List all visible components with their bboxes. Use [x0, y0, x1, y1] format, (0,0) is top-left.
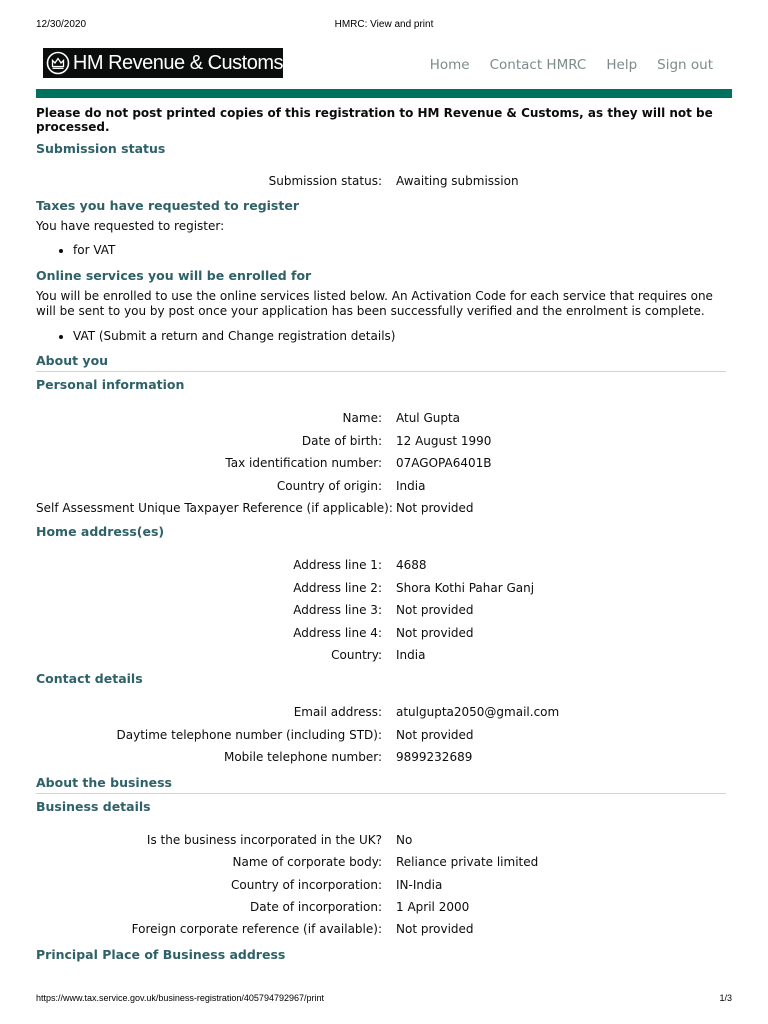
field-label: Tax identification number: — [225, 456, 382, 471]
print-url: https://www.tax.service.gov.uk/business-registration/405794792967/print — [36, 993, 324, 1003]
contact-details-table — [36, 701, 726, 768]
field-label: Address line 1: — [293, 558, 382, 573]
field-label: Country of incorporation: — [231, 877, 382, 892]
about-business-heading: About the business — [36, 775, 726, 794]
field-value: 4688 — [396, 558, 427, 573]
personal-information-table — [36, 407, 726, 519]
field-label: Date of birth: — [301, 433, 382, 448]
field-label: Daytime telephone number (including STD): — [116, 727, 382, 742]
field-value: Shora Kothi Pahar Ganj — [396, 580, 535, 595]
field-value: Atul Gupta — [396, 411, 461, 426]
field-value: India — [396, 648, 426, 663]
print-date: 12/30/2020 — [36, 19, 87, 30]
nav-help-link[interactable]: Help — [606, 57, 638, 73]
field-label: Address line 3: — [293, 603, 382, 618]
field-value: Not provided — [396, 603, 474, 618]
nav-home-link[interactable]: Home — [429, 57, 470, 73]
field-label: Submission status: — [268, 174, 382, 188]
field-value: atulgupta2050@gmail.com — [396, 705, 560, 720]
field-value: Not provided — [396, 727, 474, 742]
print-warning: Please do not post printed copies of this registration to HM Revenue & Customs, as they will not be processed. — [36, 106, 713, 134]
field-value: Not provided — [396, 501, 474, 516]
print-page-number: 1/3 — [719, 993, 732, 1003]
field-label: Address line 2: — [293, 580, 382, 595]
field-value: IN-India — [396, 877, 443, 892]
online-services-list — [36, 329, 726, 344]
field-value: Reliance private limited — [396, 855, 539, 870]
submission-status-table — [36, 170, 726, 192]
list-item: • for VAT — [73, 243, 726, 258]
field-value: 07AGOPA6401B — [396, 456, 492, 471]
field-value: Not provided — [396, 625, 474, 640]
field-label: Country: — [331, 648, 382, 663]
field-value: 12 August 1990 — [396, 433, 492, 448]
about-you-heading: About you — [36, 353, 726, 372]
field-label: Mobile telephone number: — [223, 750, 382, 765]
print-title: HMRC: View and print — [334, 19, 434, 30]
taxes-heading: Taxes you have requested to register — [36, 198, 299, 214]
logo-text: HM Revenue & Customs — [72, 51, 283, 74]
taxes-intro: You have requested to register: — [36, 219, 225, 234]
nav-signout-link[interactable]: Sign out — [657, 57, 713, 73]
field-label: Address line 4: — [293, 625, 382, 640]
field-label: Date of incorporation: — [250, 899, 382, 914]
nav-contact-link[interactable]: Contact HMRC — [489, 57, 587, 73]
field-value: Awaiting submission — [396, 174, 519, 188]
business-details-table — [36, 829, 726, 941]
business-details-heading: Business details — [36, 798, 151, 814]
contact-details-heading: Contact details — [36, 671, 143, 687]
field-value: 9899232689 — [396, 750, 473, 765]
field-label: Self Assessment Unique Taxpayer Reference (if applicable): — [36, 501, 393, 516]
field-label: Name of corporate body: — [232, 855, 382, 870]
field-value: No — [396, 832, 413, 847]
online-services-heading: Online services you will be enrolled for — [36, 268, 312, 284]
field-value: India — [396, 478, 426, 493]
field-label: Country of origin: — [276, 478, 382, 493]
online-services-intro: You will be enrolled to use the online services listed below. An Activation Code for each service that requires one will be sent to you by post once your application has been successfully verified and the enrolment is complete. — [36, 289, 713, 319]
field-label: Is the business incorporated in the UK? — [146, 832, 382, 847]
principal-place-heading: Principal Place of Business address — [36, 946, 286, 962]
header-accent-bar — [36, 89, 732, 98]
home-address-heading: Home address(es) — [36, 524, 165, 540]
hmrc-logo[interactable] — [43, 48, 283, 78]
home-address-table — [36, 554, 726, 666]
taxes-list — [36, 243, 726, 258]
crown-crest-icon — [43, 48, 73, 78]
top-nav — [430, 57, 713, 73]
registration-summary — [36, 106, 726, 962]
field-value: Not provided — [396, 922, 474, 937]
submission-status-heading: Submission status — [36, 141, 166, 156]
field-value: 1 April 2000 — [396, 899, 470, 914]
list-item: • VAT (Submit a return and Change registration details) — [73, 329, 726, 344]
personal-information-heading: Personal information — [36, 377, 185, 393]
field-label: Name: — [342, 411, 382, 426]
field-label: Foreign corporate reference (if available): — [131, 922, 382, 937]
field-label: Email address: — [293, 705, 382, 720]
